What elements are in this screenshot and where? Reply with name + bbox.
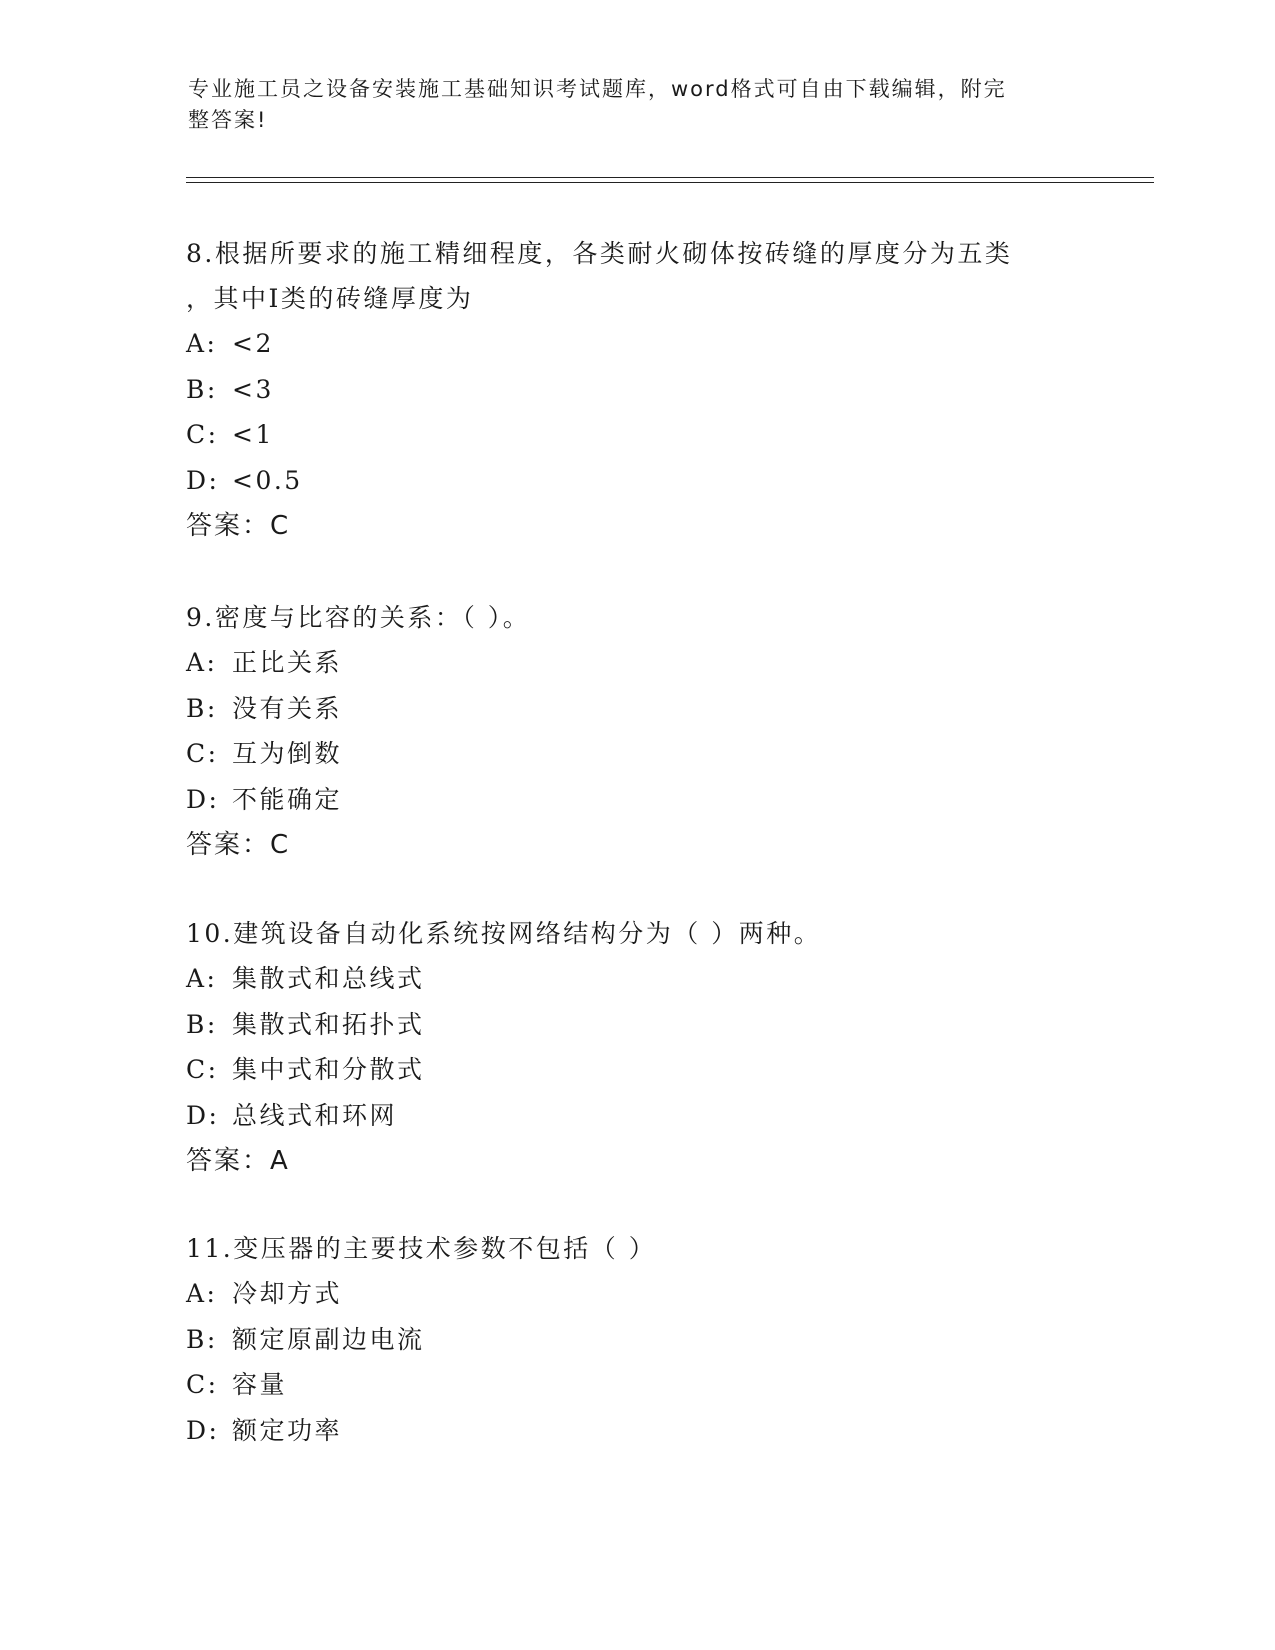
header-rule-bottom	[186, 182, 1154, 183]
option-text: 没有关系	[232, 693, 343, 723]
header-rule-top	[186, 177, 1154, 178]
question-8	[186, 231, 1066, 549]
option-label: A:	[186, 1279, 218, 1308]
option-text: <3	[232, 374, 274, 404]
answer: 答案：A	[186, 1146, 290, 1176]
option-label: D:	[186, 465, 220, 495]
option-label: B:	[186, 693, 218, 723]
option-d	[186, 1093, 1066, 1139]
header-line-1: 专业施工员之设备安装施工基础知识考试题库，word格式可自由下载编辑，附完	[188, 77, 1007, 101]
option-label: C:	[186, 420, 219, 449]
option-text: <2	[232, 329, 274, 358]
option-text: <0.5	[232, 465, 303, 495]
option-a	[186, 956, 1066, 1002]
option-d	[186, 458, 1066, 504]
question-stem: 11.变压器的主要技术参数不包括（ ）	[186, 1234, 657, 1263]
option-text: 互为倒数	[232, 739, 343, 768]
document-header	[188, 74, 1068, 136]
option-label: C:	[186, 1370, 219, 1399]
option-text: 冷却方式	[232, 1279, 343, 1308]
option-label: A:	[186, 329, 218, 358]
option-text: 总线式和环网	[232, 1100, 398, 1130]
option-text: 正比关系	[232, 648, 343, 677]
option-a	[186, 321, 1066, 367]
answer: 答案：C	[186, 511, 291, 541]
option-a	[186, 640, 1066, 686]
option-b	[186, 686, 1066, 732]
option-text: 不能确定	[232, 784, 343, 814]
question-stem: 9.密度与比容的关系：（ ）。	[186, 603, 531, 632]
option-label: D:	[186, 1415, 220, 1445]
option-label: B:	[186, 1009, 218, 1039]
option-label: D:	[186, 1100, 220, 1130]
option-text: 额定原副边电流	[232, 1324, 425, 1354]
question-stem: 10.建筑设备自动化系统按网络结构分为（ ）两种。	[186, 919, 822, 948]
option-text: 额定功率	[232, 1415, 343, 1445]
option-b	[186, 1002, 1066, 1048]
option-text: 集散式和总线式	[232, 964, 425, 993]
header-line-2: 整答案!	[188, 108, 268, 132]
option-c	[186, 412, 1066, 458]
option-b	[186, 367, 1066, 413]
option-label: A:	[186, 964, 218, 993]
option-d	[186, 1408, 1066, 1454]
option-text: 容量	[232, 1370, 288, 1399]
option-c	[186, 1047, 1066, 1093]
option-d	[186, 777, 1066, 823]
question-11	[186, 1226, 1066, 1453]
option-label: A:	[186, 648, 218, 677]
option-label: C:	[186, 739, 219, 768]
option-label: B:	[186, 374, 218, 404]
option-b	[186, 1317, 1066, 1363]
option-text: 集散式和拓扑式	[232, 1009, 425, 1039]
question-10	[186, 911, 1066, 1184]
option-text: <1	[232, 420, 274, 449]
question-9	[186, 595, 1066, 868]
option-label: C:	[186, 1055, 219, 1084]
option-c	[186, 1362, 1066, 1408]
option-label: D:	[186, 784, 220, 814]
option-c	[186, 731, 1066, 777]
question-stem-line-2: ，其中Ⅰ类的砖缝厚度为	[186, 284, 474, 313]
question-stem-line-1: 8.根据所要求的施工精细程度，各类耐火砌体按砖缝的厚度分为五类	[186, 239, 1013, 268]
option-a	[186, 1271, 1066, 1317]
answer: 答案：C	[186, 830, 291, 860]
option-label: B:	[186, 1324, 218, 1354]
option-text: 集中式和分散式	[232, 1055, 425, 1084]
